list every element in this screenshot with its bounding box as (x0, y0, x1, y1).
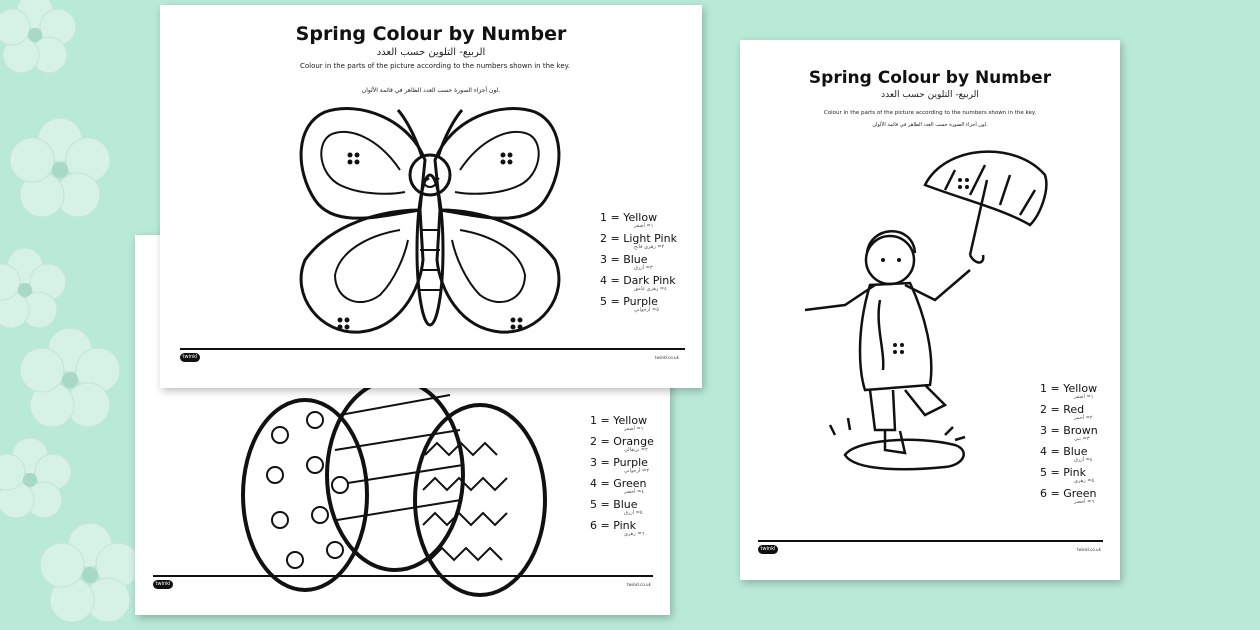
worksheet-instruction: Colour in the parts of the picture according to the numbers shown in the key. (299, 62, 571, 70)
key-entry: 5 = Pink ٥= زهري (1040, 466, 1095, 484)
key-entry: 4 = Blue ٤= أزرق (1040, 445, 1093, 463)
footer-url: twinkl.co.uk (1077, 547, 1101, 552)
key-entry: 4 = Green ٤= أخضر (590, 477, 647, 495)
footer-url: twinkl.co.uk (655, 355, 679, 360)
worksheet-subtitle-arabic: الربيع- التلوين حسب العدد (376, 47, 486, 58)
footer-line (153, 575, 653, 577)
key-entry: 6 = Pink ٦= زهري (590, 519, 645, 537)
worksheet-instruction: Colour in the parts of the picture according to the numbers shown in the key. (823, 110, 1037, 116)
key-entry: 5 = Blue ٥= أزرق (590, 498, 643, 516)
key-entry: 5 = Purple ٥= أرجواني (600, 295, 659, 313)
worksheet-instruction-arabic: لون أجزاء الصورة حسب العدد الظاهر في قائمة الألوان. (361, 87, 501, 94)
key-entry: 2 = Orange ٢= برتقالي (590, 435, 654, 453)
worksheet-title: Spring Colour by Number (295, 23, 567, 45)
key-entry: 3 = Blue ٣= أزرق (600, 253, 653, 271)
key-entry: 2 = Light Pink ٢= زهري فاتح (600, 232, 677, 250)
key-entry: 2 = Red ٢= أحمر (1040, 403, 1093, 421)
butterfly-icon (290, 100, 570, 345)
key-entry: 4 = Dark Pink ٤= زهري غامق (600, 274, 676, 292)
girl-colour-key (1040, 383, 1098, 505)
footer-line (180, 348, 685, 350)
worksheet-subtitle-arabic: الربيع- التلوين حسب العدد (881, 90, 979, 100)
key-entry: 6 = Green ٦= أخضر (1040, 487, 1097, 505)
butterfly-worksheet (160, 5, 702, 388)
girl-umbrella-worksheet (740, 40, 1120, 580)
butterfly-colour-key (600, 212, 677, 313)
key-entry: 1 = Yellow ١= أصفر (1040, 382, 1098, 400)
twinkl-logo: twinkl (153, 580, 173, 589)
twinkl-logo: twinkl (180, 353, 200, 362)
key-entry: 1 = Yellow ١= أصفر (600, 211, 658, 229)
girl-with-umbrella-icon (795, 135, 1055, 475)
key-entry: 3 = Purple ٣= أرجواني (590, 456, 649, 474)
easter-eggs-icon (235, 375, 555, 605)
worksheet-title: Spring Colour by Number (808, 68, 1052, 88)
footer-url: twinkl.co.uk (627, 582, 651, 587)
footer-line (758, 540, 1103, 542)
eggs-colour-key (590, 415, 654, 537)
key-entry: 3 = Brown ٣= بني (1040, 424, 1098, 442)
twinkl-logo: twinkl (758, 545, 778, 554)
worksheet-instruction-arabic: لون أجزاء الصورة حسب العدد الظاهر في قائمة الألوان. (872, 122, 988, 128)
key-entry: 1 = Yellow ١= أصفر (590, 414, 648, 432)
